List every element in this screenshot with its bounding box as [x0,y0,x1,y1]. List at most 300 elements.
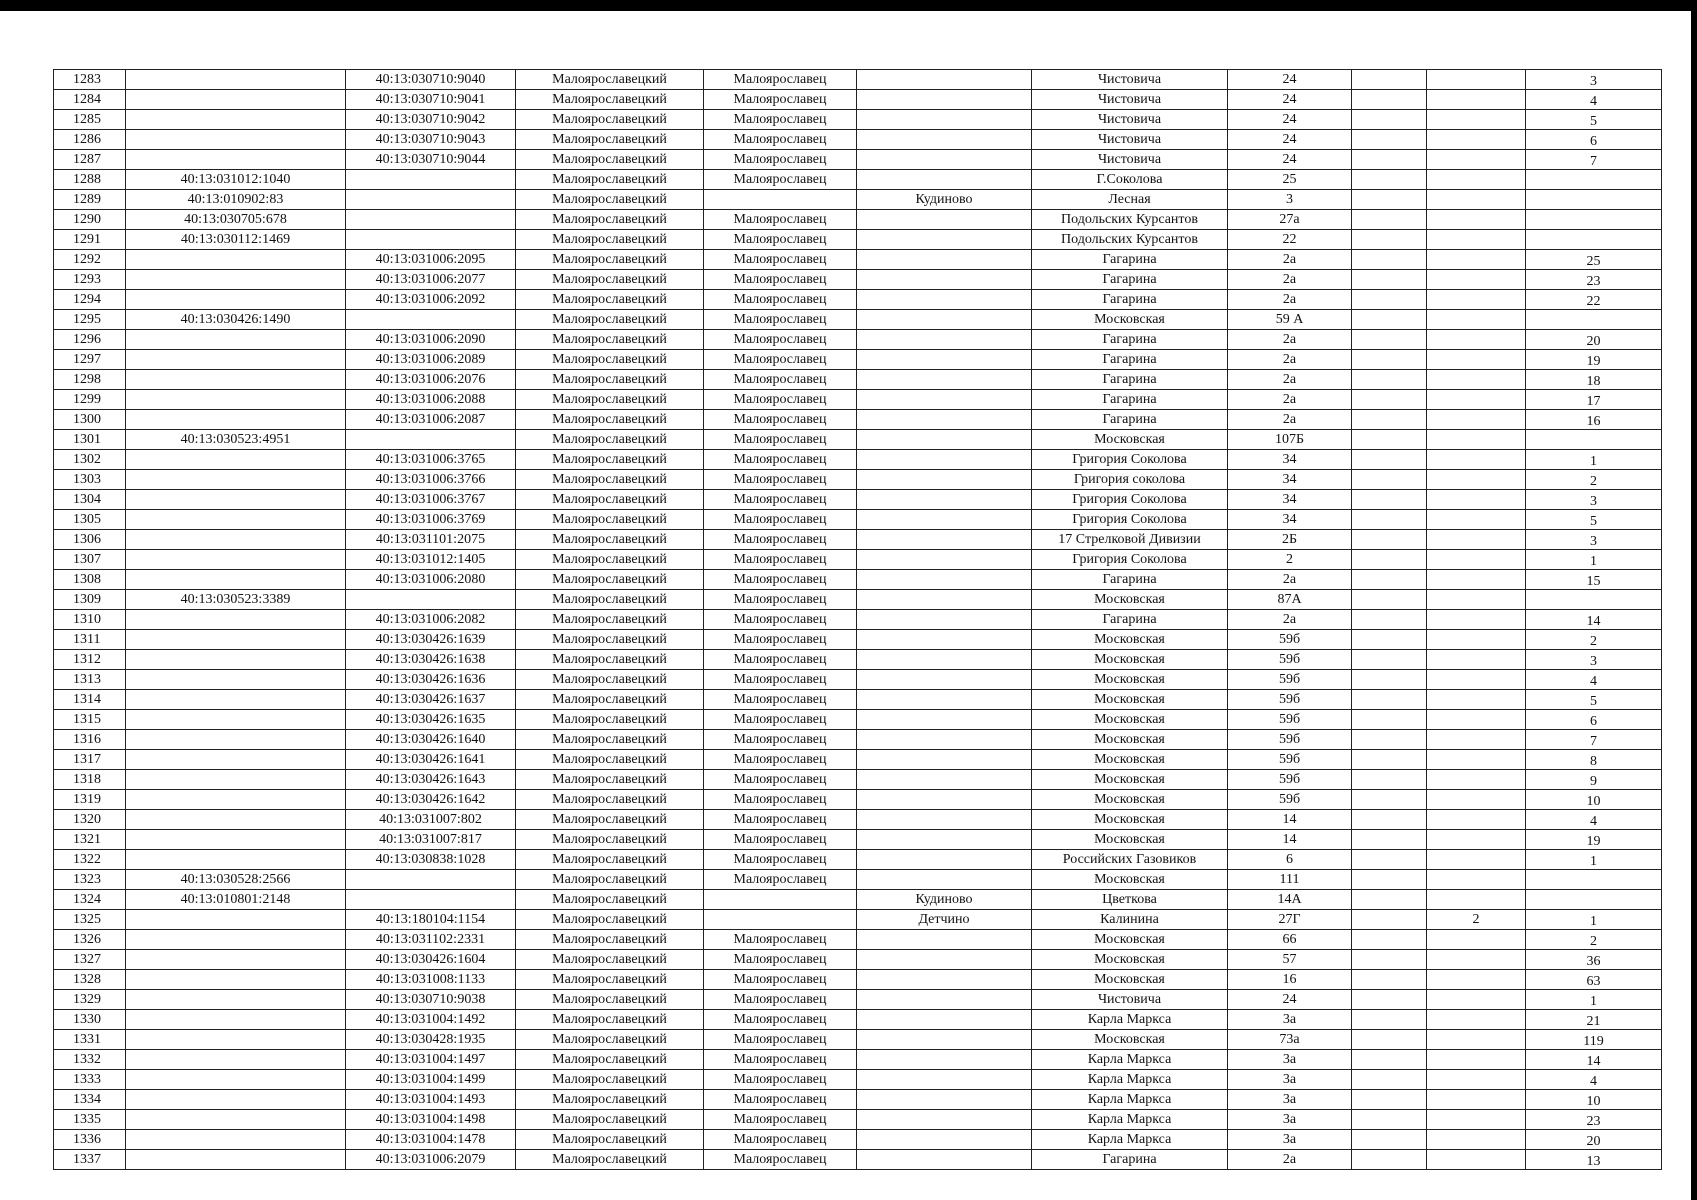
cell-row-number: 1316 [54,730,126,750]
cell-row-number: 1285 [54,110,126,130]
cell-district: Малоярославецкий [516,770,704,790]
cell-village [857,470,1032,490]
cell-apartment: 10 [1526,790,1662,810]
cell-apartment: 4 [1526,810,1662,830]
cell-district: Малоярославецкий [516,350,704,370]
cell-cadastral-land [126,250,346,270]
cell-village: Кудиново [857,890,1032,910]
cell-cadastral-premises: 40:13:030710:9041 [346,90,516,110]
cell-district: Малоярославецкий [516,690,704,710]
cell-street: Карла Маркса [1032,1050,1228,1070]
cell-cadastral-premises: 40:13:030710:9044 [346,150,516,170]
cell-corpus [1427,430,1526,450]
cell-cadastral-premises [346,310,516,330]
table-row [54,710,1662,730]
cell-row-number: 1296 [54,330,126,350]
cell-cadastral-land [126,770,346,790]
cell-village [857,570,1032,590]
cell-house: 59б [1228,650,1352,670]
table-row [54,730,1662,750]
cell-cadastral-land [126,610,346,630]
cell-apartment: 22 [1526,290,1662,310]
cell-cadastral-land [126,690,346,710]
cell-apartment: 7 [1526,730,1662,750]
cell-building [1352,950,1427,970]
cell-district: Малоярославецкий [516,830,704,850]
cell-cadastral-land [126,270,346,290]
cell-street: Московская [1032,310,1228,330]
cell-row-number: 1334 [54,1090,126,1110]
cell-apartment: 2 [1526,930,1662,950]
cell-row-number: 1331 [54,1030,126,1050]
table-row [54,590,1662,610]
cell-cadastral-premises: 40:13:031006:2077 [346,270,516,290]
cell-city: Малоярославец [704,750,857,770]
cell-row-number: 1321 [54,830,126,850]
cell-street: Цветкова [1032,890,1228,910]
cell-village [857,990,1032,1010]
cell-village [857,450,1032,470]
cell-cadastral-land [126,370,346,390]
table-row [54,290,1662,310]
cell-row-number: 1286 [54,130,126,150]
cell-village [857,410,1032,430]
cell-apartment: 20 [1526,1130,1662,1150]
cell-row-number: 1308 [54,570,126,590]
cell-cadastral-premises [346,190,516,210]
cell-cadastral-land [126,850,346,870]
cell-row-number: 1307 [54,550,126,570]
cell-city: Малоярославец [704,670,857,690]
cell-district: Малоярославецкий [516,330,704,350]
cell-cadastral-premises [346,170,516,190]
table-row [54,990,1662,1010]
cell-corpus [1427,1130,1526,1150]
cell-building [1352,1070,1427,1090]
cell-corpus [1427,1150,1526,1170]
cell-district: Малоярославецкий [516,970,704,990]
cell-building [1352,350,1427,370]
cell-row-number: 1291 [54,230,126,250]
cell-district: Малоярославецкий [516,650,704,670]
cell-corpus [1427,590,1526,610]
cell-village [857,230,1032,250]
cell-village [857,730,1032,750]
cell-city: Малоярославец [704,1070,857,1090]
cell-row-number: 1295 [54,310,126,330]
cell-apartment: 3 [1526,490,1662,510]
cell-house: 59 А [1228,310,1352,330]
cell-street: Московская [1032,790,1228,810]
cell-village [857,930,1032,950]
cell-apartment: 23 [1526,270,1662,290]
table-row [54,650,1662,670]
cell-district: Малоярославецкий [516,190,704,210]
cell-village [857,270,1032,290]
cell-street: Гагарина [1032,410,1228,430]
cell-house: 3а [1228,1070,1352,1090]
cell-cadastral-land: 40:13:030528:2566 [126,870,346,890]
cell-cadastral-land [126,150,346,170]
registry-table [53,69,1662,1170]
table-row [54,170,1662,190]
cell-corpus [1427,330,1526,350]
scan-right-border [1691,0,1697,1200]
cell-corpus [1427,370,1526,390]
cell-district: Малоярославецкий [516,910,704,930]
cell-cadastral-land [126,1110,346,1130]
cell-cadastral-premises [346,590,516,610]
cell-cadastral-land [126,410,346,430]
cell-city: Малоярославец [704,610,857,630]
table-row [54,1030,1662,1050]
cell-cadastral-premises: 40:13:030710:9038 [346,990,516,1010]
cell-district: Малоярославецкий [516,1070,704,1090]
cell-cadastral-premises: 40:13:030426:1637 [346,690,516,710]
cell-building [1352,230,1427,250]
cell-village [857,630,1032,650]
cell-row-number: 1336 [54,1130,126,1150]
cell-cadastral-premises: 40:13:031007:802 [346,810,516,830]
cell-apartment [1526,310,1662,330]
cell-apartment: 18 [1526,370,1662,390]
cell-apartment: 119 [1526,1030,1662,1050]
cell-row-number: 1323 [54,870,126,890]
cell-house: 24 [1228,990,1352,1010]
cell-house: 22 [1228,230,1352,250]
cell-cadastral-premises: 40:13:031006:2079 [346,1150,516,1170]
table-row [54,1130,1662,1150]
cell-village [857,430,1032,450]
cell-district: Малоярославецкий [516,370,704,390]
table-row [54,110,1662,130]
cell-apartment: 4 [1526,1070,1662,1090]
cell-house: 14А [1228,890,1352,910]
cell-row-number: 1294 [54,290,126,310]
cell-street: Гагарина [1032,370,1228,390]
cell-corpus [1427,270,1526,290]
cell-cadastral-premises: 40:13:030710:9042 [346,110,516,130]
cell-city: Малоярославец [704,150,857,170]
cell-city: Малоярославец [704,210,857,230]
cell-house: 57 [1228,950,1352,970]
cell-street: Карла Маркса [1032,1010,1228,1030]
cell-house: 34 [1228,470,1352,490]
cell-corpus [1427,550,1526,570]
cell-building [1352,610,1427,630]
cell-district: Малоярославецкий [516,1150,704,1170]
cell-city: Малоярославец [704,270,857,290]
cell-row-number: 1289 [54,190,126,210]
cell-corpus [1427,130,1526,150]
cell-cadastral-premises [346,230,516,250]
cell-cadastral-premises: 40:13:031006:2087 [346,410,516,430]
cell-corpus [1427,650,1526,670]
cell-building [1352,730,1427,750]
cell-district: Малоярославецкий [516,490,704,510]
cell-row-number: 1299 [54,390,126,410]
cell-cadastral-premises: 40:13:031101:2075 [346,530,516,550]
cell-village: Детчино [857,910,1032,930]
cell-cadastral-premises: 40:13:031004:1492 [346,1010,516,1030]
cell-house: 2а [1228,1150,1352,1170]
cell-cadastral-premises: 40:13:031006:2088 [346,390,516,410]
cell-apartment [1526,590,1662,610]
cell-apartment: 21 [1526,1010,1662,1030]
cell-street: Чистовича [1032,110,1228,130]
cell-house: 24 [1228,70,1352,90]
cell-house: 3а [1228,1010,1352,1030]
table-row [54,610,1662,630]
cell-building [1352,210,1427,230]
cell-village [857,590,1032,610]
cell-cadastral-premises: 40:13:030426:1641 [346,750,516,770]
cell-house: 59б [1228,630,1352,650]
cell-corpus [1427,190,1526,210]
cell-city: Малоярославец [704,950,857,970]
cell-building [1352,750,1427,770]
cell-street: Московская [1032,930,1228,950]
table-row [54,470,1662,490]
cell-corpus [1427,150,1526,170]
cell-village [857,1050,1032,1070]
cell-apartment: 3 [1526,70,1662,90]
cell-apartment: 25 [1526,250,1662,270]
cell-apartment [1526,430,1662,450]
cell-street: Карла Маркса [1032,1070,1228,1090]
table-row [54,1010,1662,1030]
cell-street: Московская [1032,430,1228,450]
cell-apartment: 1 [1526,550,1662,570]
cell-corpus [1427,710,1526,730]
cell-cadastral-premises: 40:13:031008:1133 [346,970,516,990]
cell-row-number: 1312 [54,650,126,670]
table-row [54,490,1662,510]
cell-city: Малоярославец [704,1150,857,1170]
table-row [54,90,1662,110]
cell-city: Малоярославец [704,1130,857,1150]
cell-apartment: 63 [1526,970,1662,990]
cell-cadastral-premises: 40:13:031004:1497 [346,1050,516,1070]
cell-corpus [1427,1010,1526,1030]
cell-building [1352,190,1427,210]
cell-house: 14 [1228,810,1352,830]
cell-house: 107Б [1228,430,1352,450]
cell-village [857,870,1032,890]
cell-building [1352,90,1427,110]
cell-cadastral-land [126,1070,346,1090]
cell-building [1352,450,1427,470]
table-row [54,530,1662,550]
cell-cadastral-land: 40:13:031012:1040 [126,170,346,190]
cell-city: Малоярославец [704,730,857,750]
cell-row-number: 1298 [54,370,126,390]
cell-city: Малоярославец [704,850,857,870]
cell-street: Гагарина [1032,350,1228,370]
cell-street: Гагарина [1032,270,1228,290]
cell-street: Московская [1032,670,1228,690]
cell-row-number: 1305 [54,510,126,530]
cell-apartment: 36 [1526,950,1662,970]
cell-row-number: 1320 [54,810,126,830]
cell-corpus [1427,290,1526,310]
cell-row-number: 1317 [54,750,126,770]
cell-city: Малоярославец [704,930,857,950]
cell-city: Малоярославец [704,870,857,890]
cell-district: Малоярославецкий [516,850,704,870]
cell-district: Малоярославецкий [516,1130,704,1150]
cell-cadastral-land [126,110,346,130]
cell-cadastral-land [126,1130,346,1150]
cell-city: Малоярославец [704,690,857,710]
cell-house: 59б [1228,790,1352,810]
cell-apartment: 9 [1526,770,1662,790]
cell-city: Малоярославец [704,1010,857,1030]
cell-apartment: 8 [1526,750,1662,770]
cell-village [857,1030,1032,1050]
cell-house: 24 [1228,130,1352,150]
cell-corpus [1427,850,1526,870]
cell-building [1352,810,1427,830]
cell-house: 24 [1228,90,1352,110]
cell-street: Гагарина [1032,250,1228,270]
cell-apartment: 1 [1526,990,1662,1010]
cell-house: 111 [1228,870,1352,890]
cell-building [1352,430,1427,450]
cell-district: Малоярославецкий [516,750,704,770]
table-row [54,430,1662,450]
cell-row-number: 1310 [54,610,126,630]
cell-village [857,950,1032,970]
cell-street: Московская [1032,730,1228,750]
cell-cadastral-land [126,350,346,370]
cell-street: Московская [1032,870,1228,890]
cell-street: Лесная [1032,190,1228,210]
cell-corpus [1427,890,1526,910]
cell-cadastral-premises: 40:13:031006:2082 [346,610,516,630]
table-row [54,630,1662,650]
cell-district: Малоярославецкий [516,1090,704,1110]
cell-house: 27Г [1228,910,1352,930]
cell-house: 2Б [1228,530,1352,550]
cell-city: Малоярославец [704,970,857,990]
cell-cadastral-land [126,670,346,690]
table-row [54,230,1662,250]
cell-building [1352,270,1427,290]
cell-building [1352,1010,1427,1030]
cell-house: 6 [1228,850,1352,870]
cell-corpus [1427,210,1526,230]
cell-village [857,70,1032,90]
table-row [54,130,1662,150]
cell-district: Малоярославецкий [516,150,704,170]
cell-corpus [1427,110,1526,130]
cell-house: 3 [1228,190,1352,210]
cell-apartment: 6 [1526,130,1662,150]
cell-district: Малоярославецкий [516,270,704,290]
table-row [54,1050,1662,1070]
cell-row-number: 1290 [54,210,126,230]
cell-row-number: 1324 [54,890,126,910]
cell-district: Малоярославецкий [516,790,704,810]
cell-row-number: 1328 [54,970,126,990]
cell-building [1352,290,1427,310]
cell-village [857,370,1032,390]
cell-village [857,330,1032,350]
cell-city [704,910,857,930]
cell-corpus [1427,970,1526,990]
cell-cadastral-premises: 40:13:031006:2089 [346,350,516,370]
cell-corpus [1427,630,1526,650]
cell-building [1352,890,1427,910]
cell-row-number: 1311 [54,630,126,650]
cell-village [857,1130,1032,1150]
cell-cadastral-land [126,490,346,510]
cell-house: 3а [1228,1050,1352,1070]
cell-cadastral-land [126,90,346,110]
cell-district: Малоярославецкий [516,590,704,610]
cell-corpus [1427,70,1526,90]
cell-city: Малоярославец [704,170,857,190]
cell-village [857,210,1032,230]
cell-cadastral-premises: 40:13:031004:1493 [346,1090,516,1110]
cell-corpus [1427,230,1526,250]
cell-cadastral-premises [346,210,516,230]
cell-cadastral-land [126,290,346,310]
cell-city: Малоярославец [704,370,857,390]
table-row [54,670,1662,690]
cell-city: Малоярославец [704,90,857,110]
table-row [54,910,1662,930]
cell-village [857,170,1032,190]
cell-district: Малоярославецкий [516,810,704,830]
cell-house: 16 [1228,970,1352,990]
cell-street: 17 Стрелковой Дивизии [1032,530,1228,550]
table-row [54,750,1662,770]
cell-cadastral-land [126,70,346,90]
table-row [54,310,1662,330]
cell-district: Малоярославецкий [516,730,704,750]
cell-row-number: 1297 [54,350,126,370]
cell-house: 25 [1228,170,1352,190]
cell-corpus [1427,1070,1526,1090]
cell-district: Малоярославецкий [516,510,704,530]
cell-village [857,130,1032,150]
cell-cadastral-land [126,1010,346,1030]
cell-city: Малоярославец [704,130,857,150]
cell-building [1352,410,1427,430]
cell-city: Малоярославец [704,1090,857,1110]
cell-cadastral-premises: 40:13:031006:3766 [346,470,516,490]
cell-corpus [1427,770,1526,790]
cell-district: Малоярославецкий [516,90,704,110]
cell-apartment [1526,170,1662,190]
cell-apartment: 1 [1526,850,1662,870]
cell-building [1352,650,1427,670]
cell-district: Малоярославецкий [516,1010,704,1030]
cell-village [857,510,1032,530]
cell-cadastral-premises: 40:13:031006:2080 [346,570,516,590]
cell-cadastral-land [126,330,346,350]
cell-corpus [1427,790,1526,810]
cell-house: 3а [1228,1090,1352,1110]
cell-district: Малоярославецкий [516,710,704,730]
cell-house: 2а [1228,410,1352,430]
cell-cadastral-premises: 40:13:030426:1604 [346,950,516,970]
cell-cadastral-premises: 40:13:031006:2090 [346,330,516,350]
cell-city: Малоярославец [704,630,857,650]
cell-cadastral-premises: 40:13:031004:1478 [346,1130,516,1150]
